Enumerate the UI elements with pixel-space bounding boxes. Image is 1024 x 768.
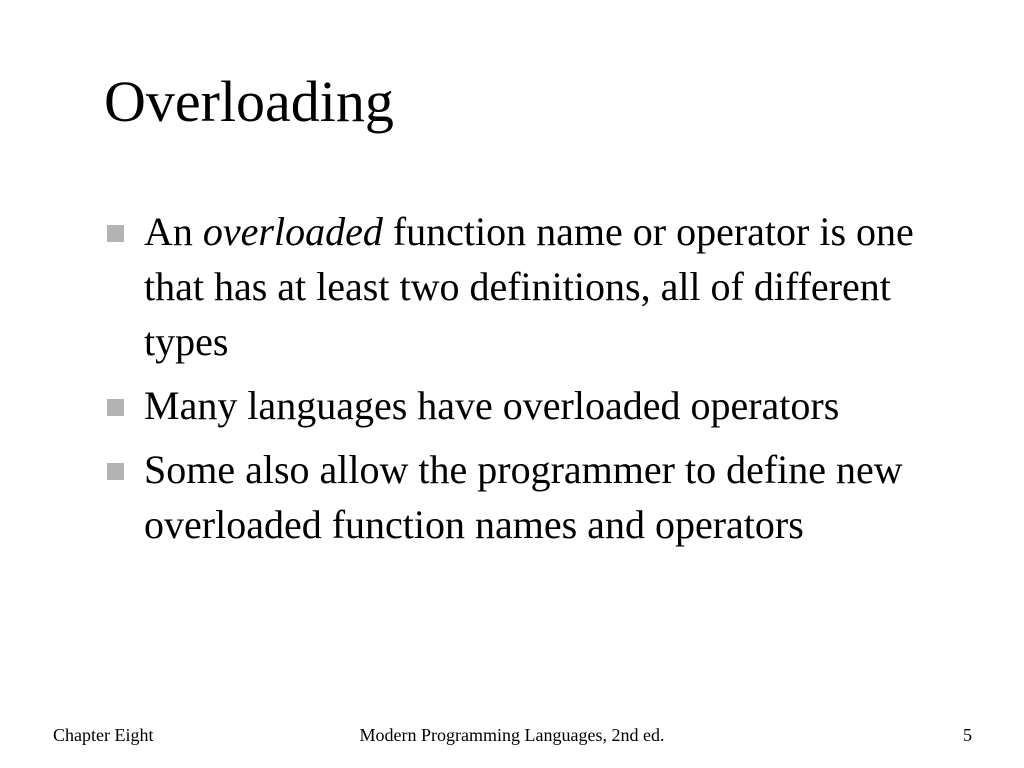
bullet-list (104, 204, 964, 561)
square-bullet-icon (107, 399, 124, 416)
square-bullet-icon (107, 463, 124, 480)
footer-page-number: 5 (963, 725, 972, 745)
bullet-item (104, 378, 964, 433)
footer-chapter: Chapter Eight (53, 725, 154, 745)
bullet-text: Some also allow the programmer to define new overloaded function names and operators (144, 447, 903, 547)
bullet-item (104, 442, 964, 552)
slide-title: Overloading (104, 69, 394, 134)
footer-book-title: Modern Programming Languages, 2nd ed. (359, 725, 665, 745)
bullet-text-end: function name or operator is one that has at least two definitions, all of different types (144, 209, 914, 364)
square-bullet-icon (107, 225, 124, 242)
bullet-emphasis: overloaded (202, 209, 383, 254)
bullet-text-start: An (144, 209, 203, 254)
bullet-text: Many languages have overloaded operators (144, 383, 840, 428)
bullet-item (104, 204, 964, 369)
